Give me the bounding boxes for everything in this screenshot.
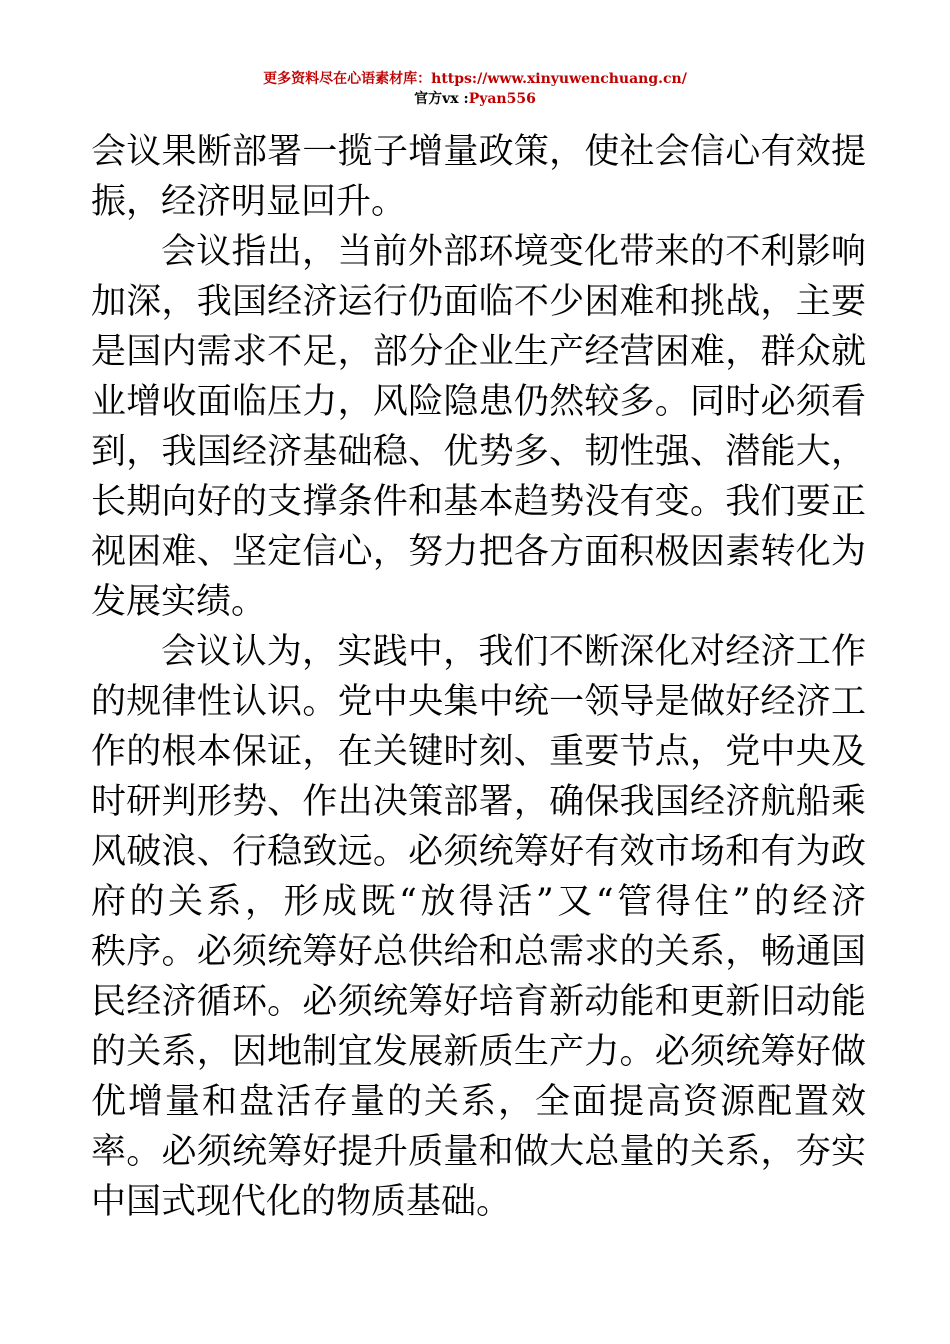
page-header bbox=[0, 70, 950, 108]
text-line: 会议果断部署一揽子增量政策，使社会信心有效提 bbox=[91, 132, 866, 172]
document-body bbox=[91, 127, 866, 1227]
header-contact-value: Pyan556 bbox=[468, 91, 536, 107]
text-line: 视困难、坚定信心，努力把各方面积极因素转化为 bbox=[91, 532, 866, 572]
text-line: 率。必须统筹好提升质量和做大总量的关系，夯实 bbox=[91, 1132, 866, 1172]
text-line: 加深，我国经济运行仍面临不少困难和挑战，主要 bbox=[91, 282, 866, 322]
text-line: 时研判形势、作出决策部署，确保我国经济航船乘 bbox=[91, 782, 866, 822]
text-line: 的关系，因地制宜发展新质生产力。必须统筹好做 bbox=[91, 1032, 866, 1072]
text-line: 到，我国经济基础稳、优势多、韧性强、潜能大， bbox=[91, 432, 866, 472]
header-contact-line bbox=[0, 90, 950, 108]
text-line: 发展实绩。 bbox=[91, 582, 267, 622]
text-line: 会议认为，实践中，我们不断深化对经济工作 bbox=[161, 632, 866, 672]
text-line: 业增收面临压力，风险隐患仍然较多。同时必须看 bbox=[91, 382, 866, 422]
text-line: 长期向好的支撑条件和基本趋势没有变。我们要正 bbox=[91, 482, 866, 522]
text-line: 府的关系，形成既“放得活”又“管得住”的经济 bbox=[91, 882, 866, 922]
header-contact-label: 官方vx : bbox=[414, 91, 469, 107]
text-line: 优增量和盘活存量的关系，全面提高资源配置效 bbox=[91, 1082, 866, 1122]
text-line: 振，经济明显回升。 bbox=[91, 182, 407, 222]
text-line: 作的根本保证，在关键时刻、重要节点，党中央及 bbox=[91, 732, 866, 772]
text-line: 会议指出，当前外部环境变化带来的不利影响 bbox=[161, 232, 866, 272]
text-line: 中国式现代化的物质基础。 bbox=[91, 1182, 512, 1222]
text-line: 的规律性认识。党中央集中统一领导是做好经济工 bbox=[91, 682, 866, 722]
text-line: 风破浪、行稳致远。必须统筹好有效市场和有为政 bbox=[91, 832, 866, 872]
header-link-line[interactable]: 更多资料尽在心语素材库：https://www.xinyuwenchuang.cn/ bbox=[263, 71, 687, 87]
text-line: 秩序。必须统筹好总供给和总需求的关系，畅通国 bbox=[91, 932, 866, 972]
text-line: 民经济循环。必须统筹好培育新动能和更新旧动能 bbox=[91, 982, 866, 1022]
text-line: 是国内需求不足，部分企业生产经营困难，群众就 bbox=[91, 332, 866, 372]
